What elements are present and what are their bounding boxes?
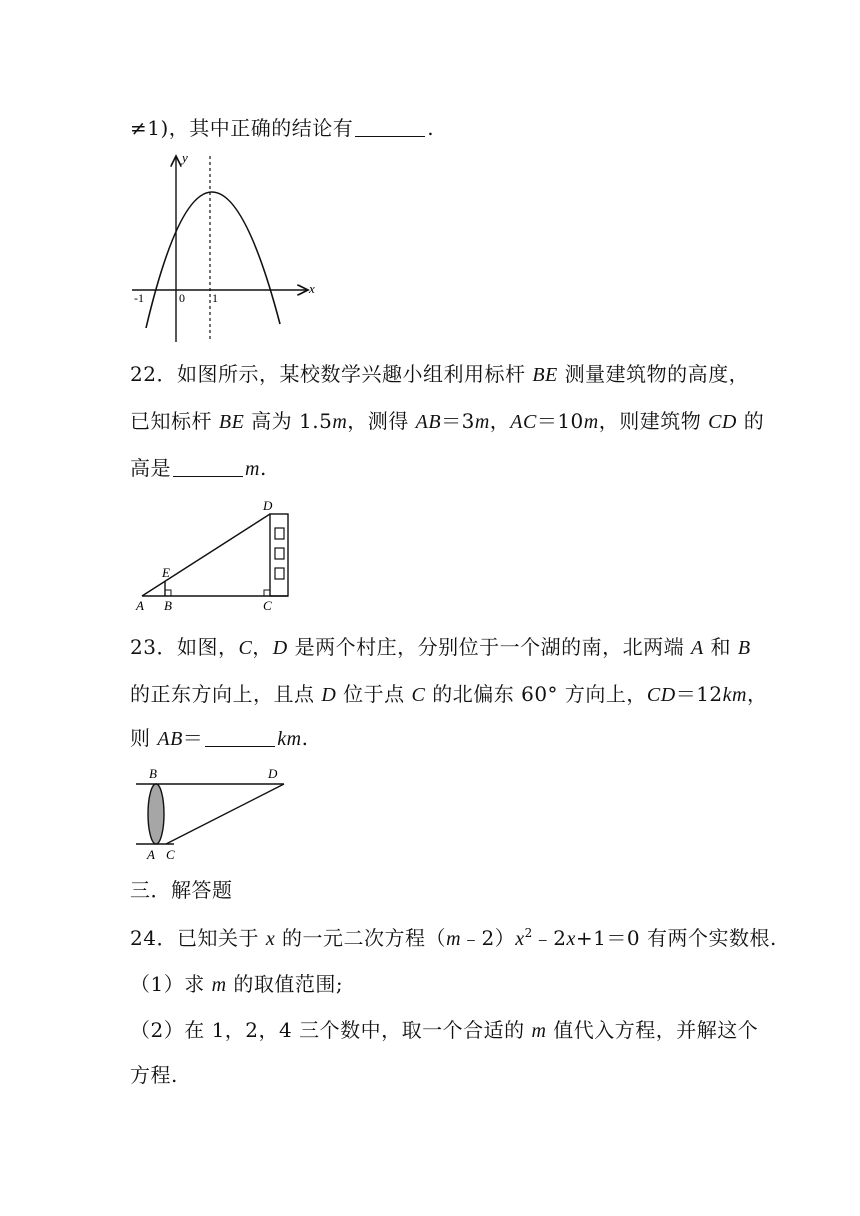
fig22-label-c: C <box>263 598 272 613</box>
q23-line-2 <box>130 680 767 709</box>
fig21-parabola-curve <box>146 192 280 328</box>
q22-var: BE <box>218 411 245 433</box>
q22-var: AC <box>510 411 537 433</box>
q23-var: AB <box>157 728 183 750</box>
fig22-window <box>275 548 284 559</box>
q22-unit: m <box>332 411 348 433</box>
q23-text: ＝ <box>182 726 204 750</box>
q24-text: 值代入方程，并解这个 <box>546 1018 759 1042</box>
q22-unit: m <box>583 411 599 433</box>
q23-text: ， <box>746 682 768 706</box>
q24-text: （2）在 1，2，4 三个数中，取一个合适的 <box>130 1018 532 1042</box>
q22-text: ＝3 <box>441 409 475 433</box>
q24-text: 的取值范围; <box>226 972 344 996</box>
q23-var: CD <box>646 684 676 706</box>
q23-var: D <box>272 637 288 659</box>
q22-text: ，测得 <box>347 409 416 433</box>
fig21-label-x: x <box>309 281 315 296</box>
q23-text: ， <box>252 635 273 659</box>
q24-var: x <box>566 928 576 950</box>
q22-line-3 <box>130 454 267 483</box>
q22-text: 的 <box>736 409 765 433</box>
q24-var: m <box>446 928 462 950</box>
q24-var: m <box>531 1020 547 1042</box>
q23-text: 的正东方向上，且点 <box>130 682 322 706</box>
fig22-building-diagram <box>130 498 300 618</box>
fig21-tick-1: 1 <box>212 291 218 305</box>
q23-var: A <box>690 637 704 659</box>
q21-tail-text: ≠1)，其中正确的结论有 <box>130 116 354 140</box>
q22-answer-blank <box>173 456 243 477</box>
q22-text: 测量建筑物的高度， <box>557 362 750 386</box>
q23-var: B <box>737 637 751 659</box>
q23-unit: km <box>722 684 747 706</box>
q24-text: ﹣2） <box>461 926 516 950</box>
fig23-label-c: C <box>166 847 175 862</box>
q24-text: （1）求 <box>130 972 212 996</box>
q23-text: 23．如图， <box>130 635 239 659</box>
q24-part-1 <box>130 970 343 999</box>
fig21-label-y: y <box>182 150 188 165</box>
q22-unit: m <box>474 411 490 433</box>
q24-text: +1＝0 有两个实数根. <box>575 926 777 950</box>
fig22-label-b: B <box>164 598 172 613</box>
q24-part-2-cont <box>130 1061 178 1089</box>
q21-tail-period: . <box>427 116 435 140</box>
fig21-tick-neg1: -1 <box>134 291 144 305</box>
q22-text: 高是 <box>130 456 171 480</box>
fig22-label-a: A <box>136 598 144 613</box>
q23-text: 则 <box>130 726 158 750</box>
q21-tail-line <box>130 114 434 142</box>
q22-var: BE <box>532 364 558 386</box>
fig22-building <box>270 514 288 596</box>
q24-part-2 <box>130 1016 758 1045</box>
q23-line-3 <box>130 724 308 753</box>
fig23-label-b: B <box>149 766 157 781</box>
q22-line-1 <box>130 360 749 389</box>
fig23-line-cd <box>166 784 284 844</box>
q24-var: x <box>265 928 276 950</box>
fig22-right-angle-c <box>264 590 270 596</box>
q23-text: 的北偏东 60° 方向上， <box>425 682 647 706</box>
q23-unit: km <box>277 728 302 750</box>
fig22-label-e: E <box>162 565 170 580</box>
q22-var: CD <box>708 411 737 433</box>
q23-var: C <box>238 637 253 659</box>
section-heading-text: 三．解答题 <box>130 878 233 902</box>
q22-text: 已知标杆 <box>130 409 219 433</box>
q22-line-2 <box>130 407 764 436</box>
fig22-right-angle-b <box>165 590 171 596</box>
fig22-label-d: D <box>263 498 273 513</box>
q24-text: ﹣2 <box>532 926 567 950</box>
q23-line-1 <box>130 633 751 662</box>
q22-text: ，则建筑物 <box>598 409 709 433</box>
fig23-label-a: A <box>147 847 155 862</box>
q24-text: 方程. <box>130 1063 178 1087</box>
fig23-lake-diagram <box>134 766 294 866</box>
q24-var: x <box>515 928 525 950</box>
q24-text: 24．已知关于 <box>130 926 266 950</box>
fig23-lake <box>148 784 164 844</box>
q22-unit: m <box>245 458 260 480</box>
section-heading <box>130 876 233 904</box>
fig23-label-d: D <box>268 766 278 781</box>
q23-text: 位于点 <box>336 682 412 706</box>
q23-var: D <box>321 684 337 706</box>
q22-var: AB <box>415 411 442 433</box>
fig22-window <box>275 528 284 539</box>
q22-text: . <box>259 456 267 480</box>
q22-text: ＝10 <box>536 409 584 433</box>
q21-answer-blank <box>355 116 425 137</box>
q23-var: C <box>411 684 426 706</box>
q22-text: ， <box>489 409 511 433</box>
q24-exponent: 2 <box>524 926 533 940</box>
q23-answer-blank <box>205 726 275 747</box>
q23-text: 是两个村庄，分别位于一个湖的南，北两端 <box>287 635 691 659</box>
fig22-window <box>275 568 284 579</box>
q23-text: ＝12 <box>675 682 723 706</box>
fig21-tick-0: 0 <box>179 291 185 305</box>
q22-text: 22．如图所示，某校数学兴趣小组利用标杆 <box>130 362 533 386</box>
q24-text: 的一元二次方程（ <box>275 926 447 950</box>
fig22-sight-line <box>142 514 270 596</box>
q22-text: 高为 1.5 <box>244 409 333 433</box>
q24-line-1 <box>130 924 777 953</box>
q23-text: 和 <box>703 635 738 659</box>
q24-var: m <box>211 974 227 996</box>
fig21-parabola-graph <box>130 150 330 350</box>
q23-text: . <box>301 726 309 750</box>
